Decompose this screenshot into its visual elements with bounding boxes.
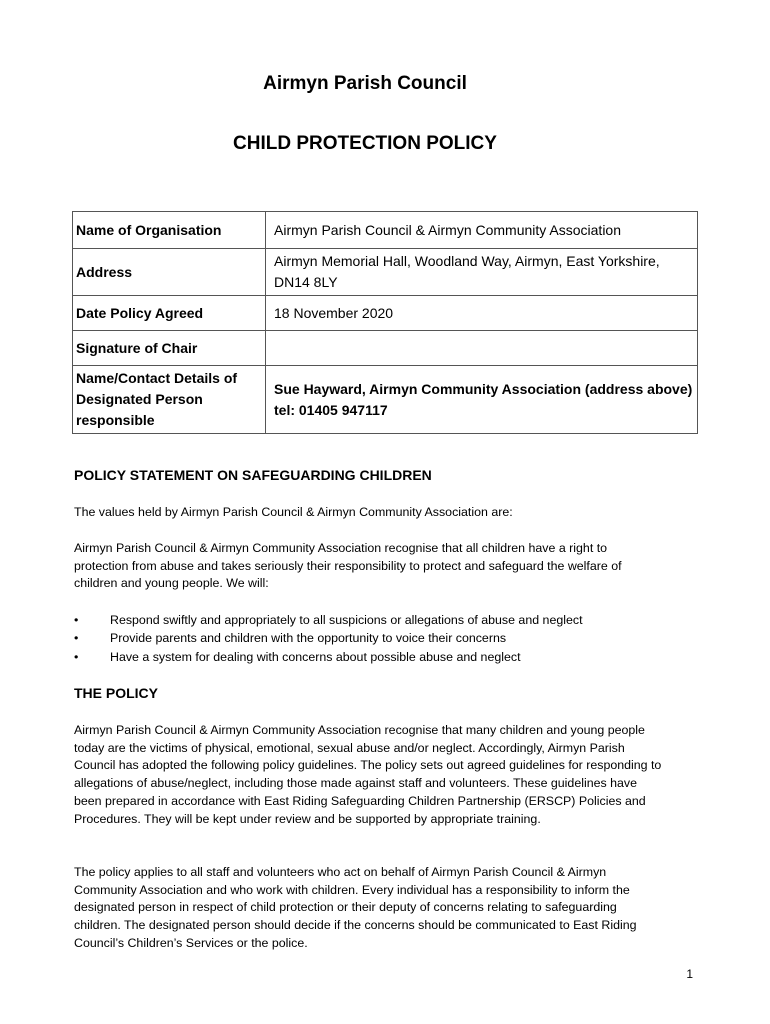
row-value-signature bbox=[266, 331, 698, 366]
table-row bbox=[73, 249, 698, 296]
safeguarding-heading: POLICY STATEMENT ON SAFEGUARDING CHILDREN bbox=[74, 467, 432, 483]
row-value-designated-person: Sue Hayward, Airmyn Community Association (address above) tel: 01405 947117 bbox=[266, 366, 698, 434]
list-item-text: Have a system for dealing with concerns about possible abuse and neglect bbox=[110, 649, 521, 664]
commitments-list bbox=[74, 611, 694, 666]
recognise-paragraph: Airmyn Parish Council & Airmyn Community Association recognise that all children have a right to protection from abuse and takes seriously their responsibility to protect and safeguard the welfare of children and young people. We will: bbox=[74, 541, 622, 591]
policy-details-table bbox=[72, 211, 698, 434]
row-label-designated-person: Name/Contact Details of Designated Person responsible bbox=[73, 366, 266, 434]
policy-paragraph-1: Airmyn Parish Council & Airmyn Community Association recognise that many children and young people today are the victims of physical, emotional, sexual abuse and/or neglect. Accordingly, Airmyn Parish Council has adopted the following policy guidelines. The policy sets out agreed guidelines for responding to allegations of abuse/neglect, including those made against staff and volunteers. These guidelines have been prepared in accordance with East Riding Safeguarding Children Partnership (ERSCP) Policies and Procedures. They will be kept under review and be supported by appropriate training. bbox=[74, 723, 662, 826]
table-row bbox=[73, 331, 698, 366]
policy-heading: THE POLICY bbox=[74, 685, 159, 701]
document-title: CHILD PROTECTION POLICY bbox=[233, 133, 497, 154]
list-item-text: Respond swiftly and appropriately to all suspicions or allegations of abuse and neglect bbox=[110, 613, 583, 627]
list-item bbox=[74, 611, 694, 629]
row-label-address: Address bbox=[73, 249, 266, 296]
row-value-address: Airmyn Memorial Hall, Woodland Way, Airmyn, East Yorkshire, DN14 8LY bbox=[266, 249, 698, 296]
list-item bbox=[74, 629, 694, 647]
list-item-text: Provide parents and children with the opportunity to voice their concerns bbox=[110, 631, 507, 646]
table-row bbox=[73, 366, 698, 434]
values-intro-paragraph: The values held by Airmyn Parish Council & Airmyn Community Association are: bbox=[74, 505, 513, 519]
bullet-icon: • bbox=[74, 613, 79, 627]
page-number: 1 bbox=[686, 967, 693, 981]
row-label-organisation: Name of Organisation bbox=[73, 212, 266, 249]
row-value-date-agreed: 18 November 2020 bbox=[266, 296, 698, 331]
policy-paragraph-2: The policy applies to all staff and volunteers who act on behalf of Airmyn Parish Council & Airmyn Community Association and who work with children. Every individual has a responsibility to inform the designated person in respect of child protection or their deputy of concerns relating to safeguarding children. The designated person should decide if the concerns should be communicated to East Riding Council’s Children’s Services or the police. bbox=[74, 865, 637, 950]
organisation-title: Airmyn Parish Council bbox=[263, 73, 467, 94]
table-row bbox=[73, 296, 698, 331]
bullet-icon: • bbox=[74, 649, 79, 664]
row-label-signature: Signature of Chair bbox=[73, 331, 266, 366]
row-label-date-agreed: Date Policy Agreed bbox=[73, 296, 266, 331]
list-item bbox=[74, 648, 694, 666]
bullet-icon: • bbox=[74, 631, 79, 646]
row-value-organisation: Airmyn Parish Council & Airmyn Community Association bbox=[266, 212, 698, 249]
table-row bbox=[73, 212, 698, 249]
